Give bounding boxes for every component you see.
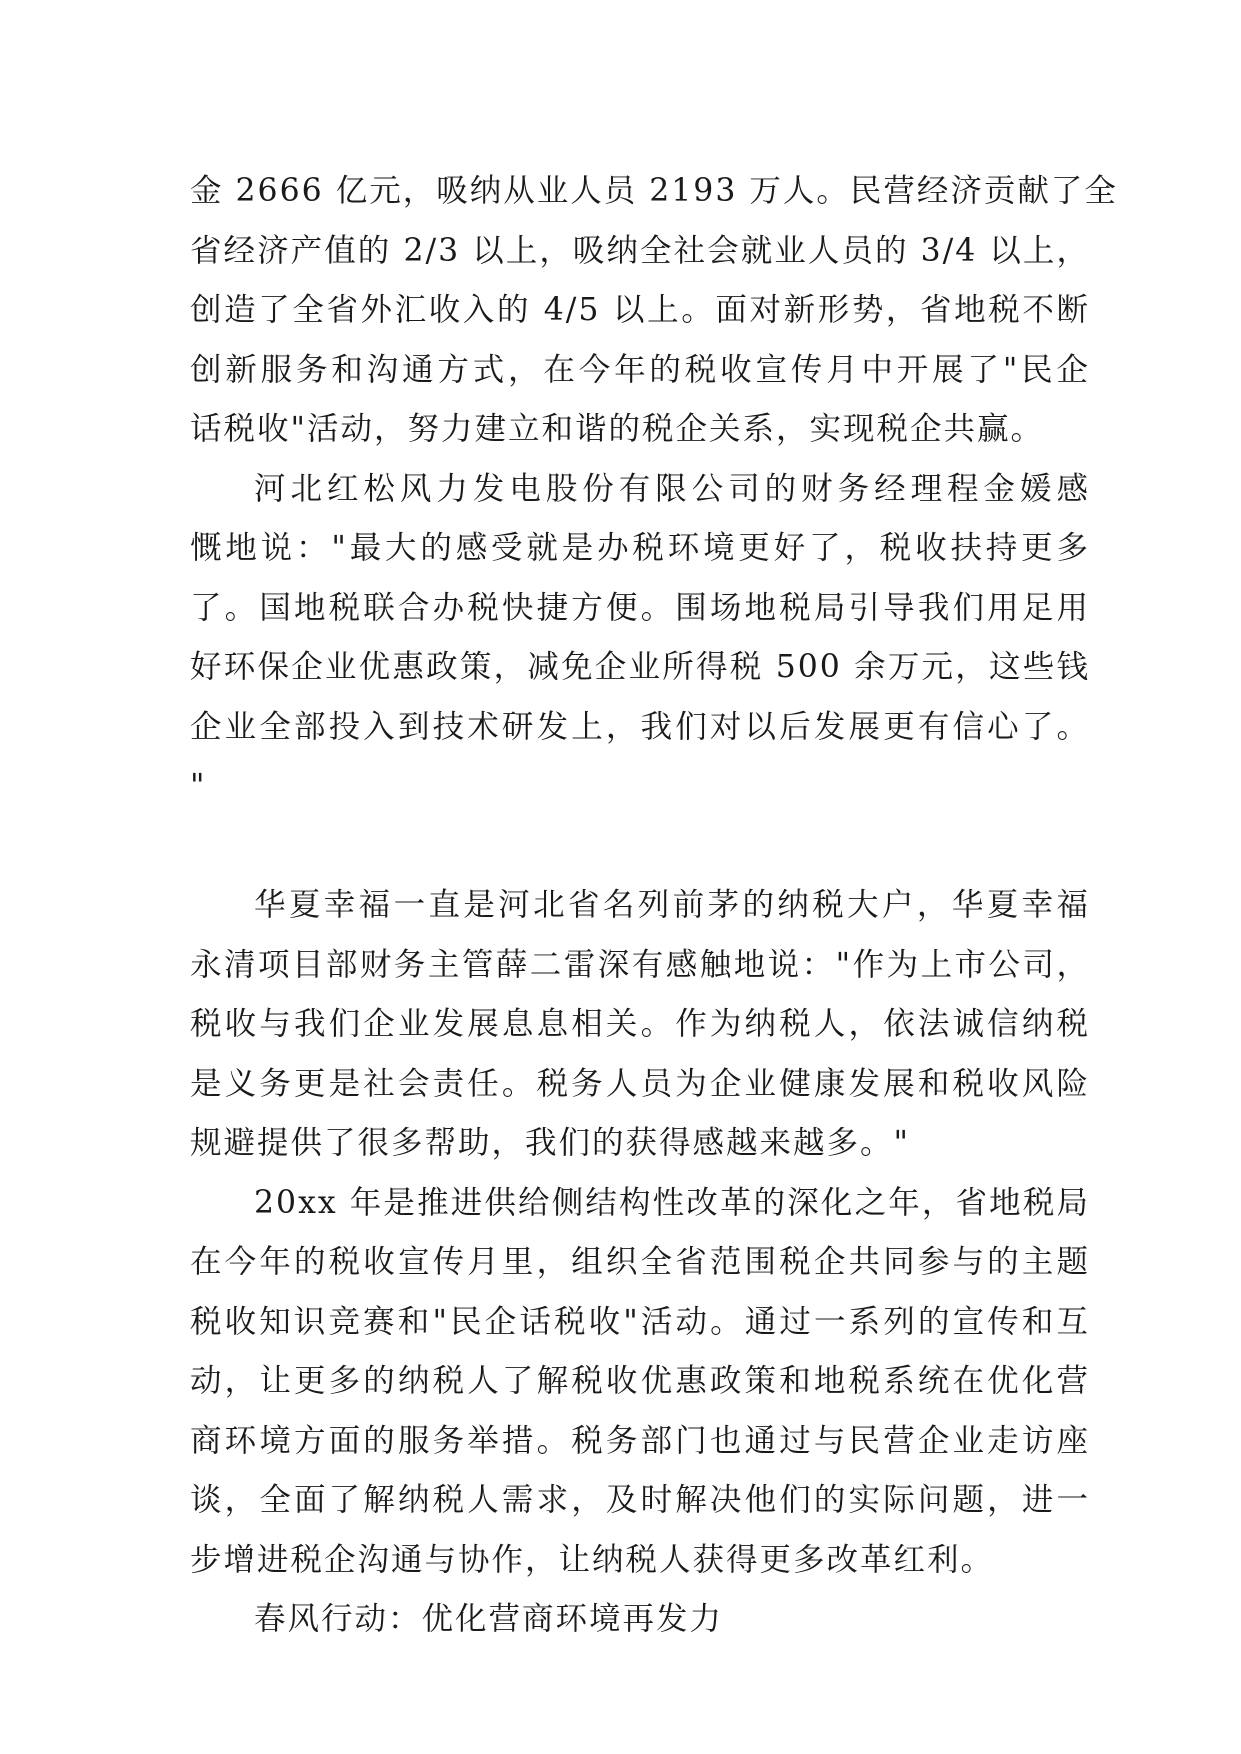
paragraph-1	[190, 162, 1118, 460]
text-line: 创新服务和沟通方式，在今年的税收宣传月中开展了"民企	[190, 351, 1090, 388]
text-line: 省经济产值的 2/3 以上，吸纳全社会就业人员的 3/4 以上，	[190, 232, 1090, 269]
text-line: 是义务更是社会责任。税务人员为企业健康发展和税收风险	[190, 1065, 1090, 1102]
text-line: 好环保企业优惠政策，减免企业所得税 500 余万元，这些钱	[190, 649, 1090, 685]
text-line: 话税收"活动，努力建立和谐的税企关系，实现税企共赢。	[190, 411, 1044, 447]
text-line: "	[190, 768, 207, 804]
document-body	[190, 162, 1118, 1650]
text-line: 企业全部投入到技术研发上，我们对以后发展更有信心了。	[190, 708, 1090, 745]
section-heading	[190, 1590, 1090, 1650]
text-line: 华夏幸福一直是河北省名列前茅的纳税大户，华夏幸福	[254, 887, 1090, 923]
text-line: 20xx 年是推进供给侧结构性改革的深化之年，省地税局	[254, 1184, 1090, 1221]
text-line: 金 2666 亿元，吸纳从业人员 2193 万人。民营经济贡献了全	[190, 173, 1118, 209]
blank-line	[190, 817, 1090, 877]
text-line: 规避提供了很多帮助，我们的获得感越来越多。"	[190, 1125, 910, 1161]
paragraph-3	[190, 876, 1090, 1174]
paragraph-4	[190, 1174, 1090, 1591]
section-heading-text: 春风行动：优化营商环境再发力	[254, 1601, 724, 1637]
text-line: 永清项目部财务主管薛二雷深有感触地说："作为上市公司，	[190, 946, 1090, 983]
text-line: 步增进税企沟通与协作，让纳税人获得更多改革红利。	[190, 1541, 995, 1578]
text-line: 商环境方面的服务举措。税务部门也通过与民营企业走访座	[190, 1422, 1090, 1459]
text-line: 税收与我们企业发展息息相关。作为纳税人，依法诚信纳税	[190, 1006, 1090, 1042]
text-line: 了。国地税联合办税快捷方便。围场地税局引导我们用足用	[190, 589, 1090, 626]
text-line: 谈，全面了解纳税人需求，及时解决他们的实际问题，进一	[190, 1482, 1090, 1518]
text-line: 在今年的税收宣传月里，组织全省范围税企共同参与的主题	[190, 1244, 1090, 1280]
text-line: 创造了全省外汇收入的 4/5 以上。面对新形势，省地税不断	[190, 292, 1090, 328]
paragraph-2	[190, 460, 1090, 877]
text-line: 动，让更多的纳税人了解税收优惠政策和地税系统在优化营	[190, 1363, 1090, 1399]
text-line: 河北红松风力发电股份有限公司的财务经理程金媛感	[254, 470, 1090, 507]
text-line: 慨地说："最大的感受就是办税环境更好了，税收扶持更多	[190, 530, 1090, 566]
text-line: 税收知识竞赛和"民企话税收"活动。通过一系列的宣传和互	[190, 1303, 1090, 1340]
